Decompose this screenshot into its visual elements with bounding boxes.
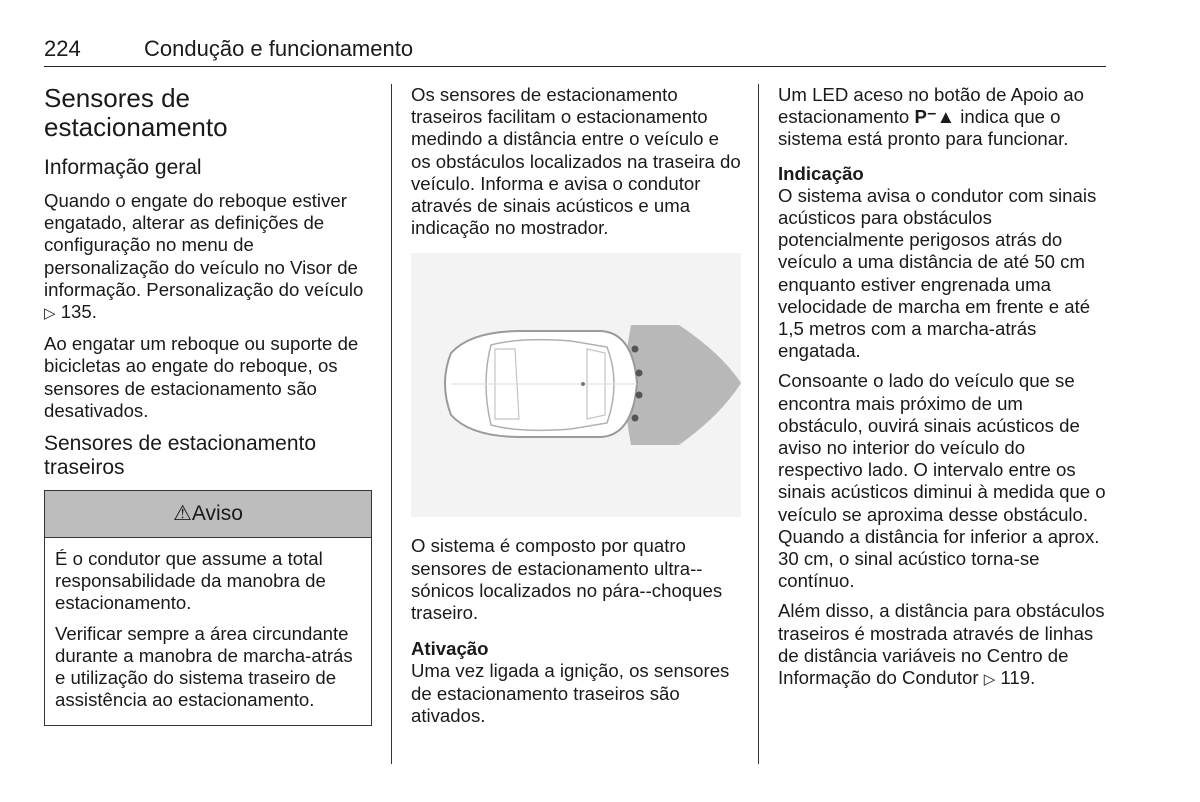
reference-arrow-icon: ▷: [44, 305, 56, 323]
warning-paragraph: É o condutor que assume a total responsabilidade da manobra de estacionamento.: [55, 548, 326, 614]
page-header: [44, 36, 1106, 67]
column-divider: [391, 84, 392, 764]
section-title: Sensores de estacionamento: [44, 83, 228, 142]
warning-title: Aviso: [191, 502, 243, 526]
column-divider: [758, 84, 759, 764]
heading-indication: Indicação: [778, 162, 864, 184]
reference-arrow-icon: ▷: [983, 671, 996, 689]
paragraph: Ao engatar um reboque ou suporte de bicicletas ao engate do reboque, os sensores de estacionamento são desativados.: [44, 333, 359, 421]
warning-header: [45, 491, 371, 538]
page-reference-link[interactable]: 135.: [60, 301, 97, 323]
column-2: [411, 84, 743, 735]
paragraph: Uma vez ligada a ignição, os sensores de estacionamento traseiros são ativados.: [411, 660, 730, 726]
warning-paragraph: Verificar sempre a área circundante durante a manobra de marcha-atrás e utilização do sistema traseiro de assistência ao estacionamento.: [55, 622, 353, 711]
subsection-rear-sensors: Sensores de estacionamento traseiros: [44, 432, 317, 480]
chapter-title: Condução e funcionamento: [144, 36, 414, 61]
paragraph: [778, 600, 1108, 691]
park-assist-button-icon: P⁻▲: [914, 106, 956, 128]
paragraph-text: Além disso, a distância para obstáculos traseiros é mostrada através de linhas de distância variáveis no Centro de Informação do Condutor: [778, 600, 1105, 689]
column-1: [44, 84, 374, 726]
page-reference-link[interactable]: 119.: [1000, 667, 1036, 689]
paragraph-text: Quando o engate do reboque estiver engatado, alterar as definições de configuração no menu de personalização do veículo no Visor de informação. Personalização do veículo: [44, 190, 364, 300]
car-top-view-diagram: [411, 253, 741, 517]
page-number: 224: [44, 36, 81, 61]
warning-box: [44, 490, 372, 726]
paragraph: Consoante o lado do veículo que se encontra mais próximo de um obstáculo, ouvirá sinais acústicos de aviso no interior do veículo do respectivo lado. O intervalo entre os sinais acústicos diminui à medida que o veículo se aproxima desse obstáculo. Quando a distância for inferior a aprox. 30 cm, o sinal acústico torna-se contínuo.: [778, 370, 1106, 592]
car-sensor-illustration: [411, 253, 741, 517]
paragraph: Os sensores de estacionamento traseiros facilitam o estacionamento medindo a distância entre o veículo e os obstáculos localizados na traseira do veículo. Informa e avisa o condutor através de sinais acústicos e uma indicação no mostrador.: [411, 84, 741, 239]
paragraph: [778, 84, 1108, 151]
paragraph-text: Um LED aceso no botão de Apoio ao estacionamento: [778, 84, 1084, 128]
paragraph-text: indica que o sistema está pronto para funcionar.: [778, 106, 1069, 150]
warning-body: [45, 538, 371, 725]
paragraph: O sistema é composto por quatro sensores de estacionamento ultra--sónicos localizados no pára--choques traseiro.: [411, 535, 723, 624]
warning-triangle-icon: ⚠: [173, 502, 192, 526]
paragraph: [44, 190, 374, 325]
column-3: [778, 84, 1108, 699]
heading-activation: Ativação: [411, 638, 489, 660]
paragraph: O sistema avisa o condutor com sinais acústicos para obstáculos potencialmente perigosos atrás do veículo a uma distância de até 50 cm enquanto estiver engrenada uma velocidade de marcha em frente e até 1,5 metros com a marcha-atrás engatada.: [778, 184, 1097, 362]
subsection-general-info: Informação geral: [44, 156, 202, 179]
